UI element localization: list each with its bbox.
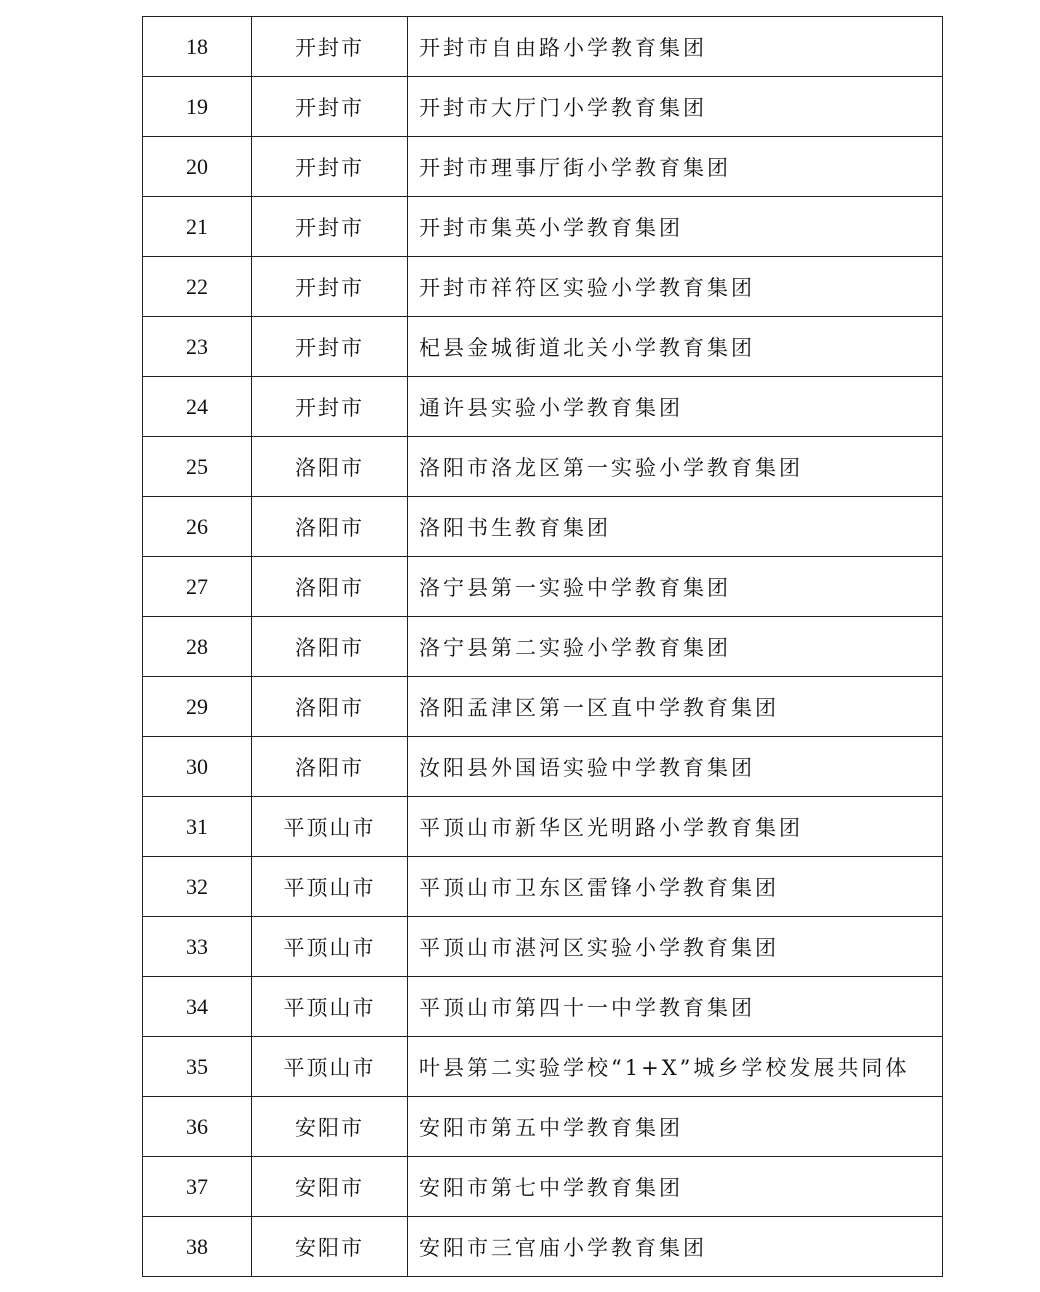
row-city: 安阳市: [252, 1097, 408, 1157]
row-city: 平顶山市: [252, 977, 408, 1037]
row-city: 平顶山市: [252, 1037, 408, 1097]
school-group-table: [142, 16, 943, 1277]
table-row: [143, 797, 943, 857]
row-number: 19: [143, 77, 252, 137]
row-number: 33: [143, 917, 252, 977]
row-city: 洛阳市: [252, 437, 408, 497]
row-group-name: 杞县金城街道北关小学教育集团: [408, 317, 943, 377]
table-row: [143, 1217, 943, 1277]
row-group-name: 洛阳孟津区第一区直中学教育集团: [408, 677, 943, 737]
row-number: 28: [143, 617, 252, 677]
row-city: 开封市: [252, 17, 408, 77]
table-row: [143, 17, 943, 77]
row-number: 34: [143, 977, 252, 1037]
row-number: 23: [143, 317, 252, 377]
row-city: 安阳市: [252, 1217, 408, 1277]
row-city: 开封市: [252, 377, 408, 437]
table-row: [143, 257, 943, 317]
row-number: 32: [143, 857, 252, 917]
row-number: 30: [143, 737, 252, 797]
row-city: 开封市: [252, 317, 408, 377]
row-number: 21: [143, 197, 252, 257]
row-number: 20: [143, 137, 252, 197]
row-number: 18: [143, 17, 252, 77]
row-group-name: 通许县实验小学教育集团: [408, 377, 943, 437]
row-number: 35: [143, 1037, 252, 1097]
row-group-name: 开封市理事厅街小学教育集团: [408, 137, 943, 197]
table-row: [143, 197, 943, 257]
row-group-name: 洛宁县第一实验中学教育集团: [408, 557, 943, 617]
table-row: [143, 317, 943, 377]
row-group-name: 开封市集英小学教育集团: [408, 197, 943, 257]
table-row: [143, 557, 943, 617]
table-row: [143, 1097, 943, 1157]
row-group-name: 洛阳书生教育集团: [408, 497, 943, 557]
row-city: 洛阳市: [252, 497, 408, 557]
table-row: [143, 1157, 943, 1217]
row-city: 平顶山市: [252, 857, 408, 917]
table-row: [143, 1037, 943, 1097]
row-group-name: 叶县第二实验学校“1+X”城乡学校发展共同体: [408, 1037, 943, 1097]
table-row: [143, 737, 943, 797]
row-number: 22: [143, 257, 252, 317]
table-row: [143, 677, 943, 737]
row-group-name: 开封市祥符区实验小学教育集团: [408, 257, 943, 317]
row-group-name: 平顶山市第四十一中学教育集团: [408, 977, 943, 1037]
row-number: 24: [143, 377, 252, 437]
table-row: [143, 377, 943, 437]
row-group-name: 开封市自由路小学教育集团: [408, 17, 943, 77]
row-number: 27: [143, 557, 252, 617]
row-group-name: 开封市大厅门小学教育集团: [408, 77, 943, 137]
row-city: 平顶山市: [252, 917, 408, 977]
table-row: [143, 497, 943, 557]
row-group-name: 安阳市三官庙小学教育集团: [408, 1217, 943, 1277]
row-number: 38: [143, 1217, 252, 1277]
table-row: [143, 977, 943, 1037]
row-city: 平顶山市: [252, 797, 408, 857]
row-group-name: 平顶山市湛河区实验小学教育集团: [408, 917, 943, 977]
row-group-name: 汝阳县外国语实验中学教育集团: [408, 737, 943, 797]
row-city: 开封市: [252, 77, 408, 137]
row-city: 洛阳市: [252, 737, 408, 797]
row-group-name: 洛阳市洛龙区第一实验小学教育集团: [408, 437, 943, 497]
row-group-name: 安阳市第五中学教育集团: [408, 1097, 943, 1157]
row-city: 安阳市: [252, 1157, 408, 1217]
table-row: [143, 137, 943, 197]
row-group-name: 洛宁县第二实验小学教育集团: [408, 617, 943, 677]
row-city: 开封市: [252, 137, 408, 197]
row-group-name: 平顶山市新华区光明路小学教育集团: [408, 797, 943, 857]
row-number: 36: [143, 1097, 252, 1157]
row-city: 开封市: [252, 197, 408, 257]
row-city: 开封市: [252, 257, 408, 317]
table-row: [143, 617, 943, 677]
row-number: 29: [143, 677, 252, 737]
row-group-name: 安阳市第七中学教育集团: [408, 1157, 943, 1217]
row-number: 31: [143, 797, 252, 857]
row-number: 26: [143, 497, 252, 557]
row-city: 洛阳市: [252, 557, 408, 617]
table-row: [143, 857, 943, 917]
row-city: 洛阳市: [252, 617, 408, 677]
row-group-name: 平顶山市卫东区雷锋小学教育集团: [408, 857, 943, 917]
row-number: 37: [143, 1157, 252, 1217]
row-city: 洛阳市: [252, 677, 408, 737]
row-number: 25: [143, 437, 252, 497]
table-row: [143, 917, 943, 977]
table-row: [143, 77, 943, 137]
table-row: [143, 437, 943, 497]
table-body: [143, 17, 943, 1277]
